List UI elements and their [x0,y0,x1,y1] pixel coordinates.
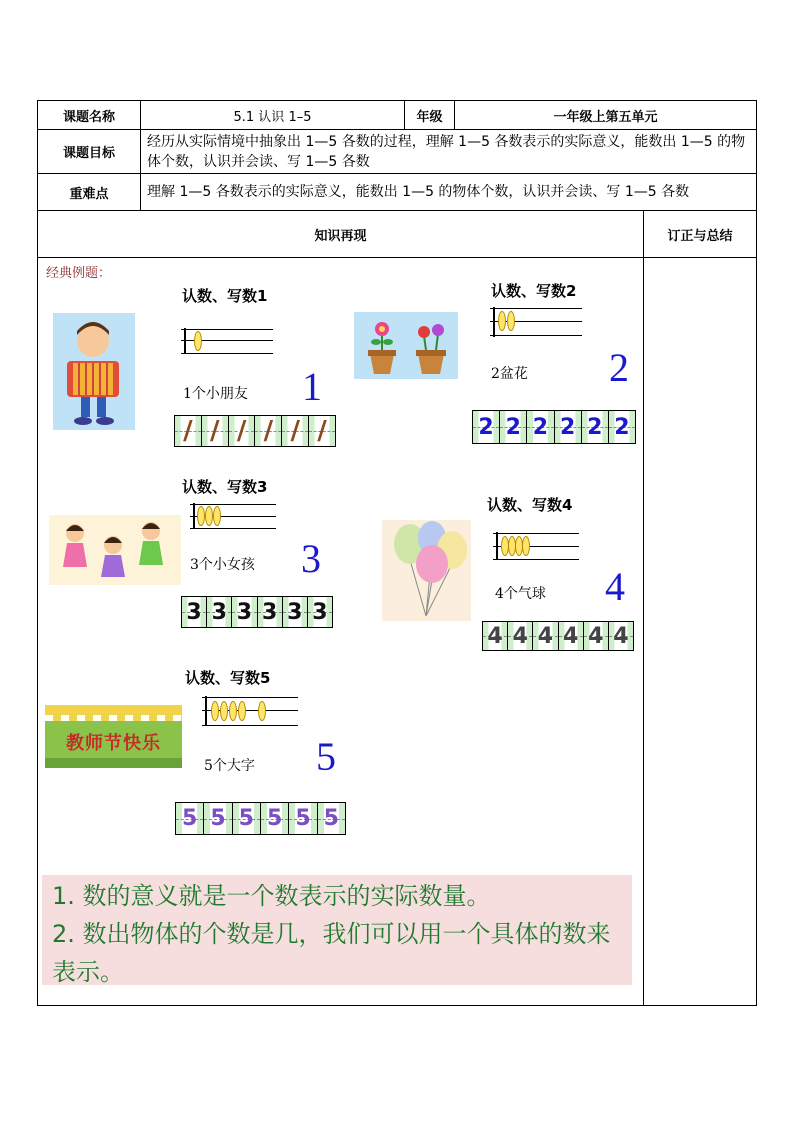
example-1-title: 认数、写数1 [182,287,268,305]
bead [211,701,219,721]
abacus-3 [190,503,276,529]
grid-cell-glyph: 3 [186,599,202,625]
flower-pots-picture [354,312,458,379]
grid-cell [608,411,635,443]
grid-cell [526,411,553,443]
grid-cell [554,411,581,443]
writing-grid-1 [174,415,336,447]
topic-value-cell [140,100,405,130]
grid-cell-glyph: 2 [559,414,576,440]
knowledge-title-cell [37,210,644,258]
bead [498,311,506,331]
grid-cell [558,622,583,650]
grid-cell-glyph: 2 [505,414,521,440]
grid-cell-glyph: 3 [211,599,227,625]
bead [229,701,237,721]
example-5-title: 认数、写数5 [185,669,271,687]
example-2-caption: 2盆花 [491,366,528,382]
grade-value: 一年级上第五单元 [553,109,658,125]
grade-value-cell [454,100,757,130]
grade-label-cell [404,100,455,130]
grid-cell [176,803,203,834]
goal-text-cell [140,129,757,174]
examples-label: 经典例题： [46,266,112,281]
grid-cell [499,411,526,443]
grid-cell-glyph: 5 [295,806,311,831]
grid-cell [281,416,308,446]
banner-text: 教师节快乐 [66,733,161,754]
writing-grid-3 [181,596,333,628]
grid-cell-glyph: 3 [312,599,328,625]
grid-cell-glyph: / [290,416,300,446]
grid-cell-glyph: 5 [266,806,283,831]
grid-cell [583,622,608,650]
grid-cell-glyph: 4 [613,623,629,649]
grid-cell-glyph: 5 [238,806,254,831]
grid-cell [288,803,316,834]
writing-grid-5 [175,802,346,835]
example-5-digit: 5 [316,734,336,779]
bead [507,311,515,331]
abacus-4 [493,532,579,560]
example-2-title: 认数、写数2 [491,282,577,300]
grid-cell [206,597,231,627]
example-3-caption: 3个小女孩 [190,557,255,573]
example-3-digit: 3 [301,536,321,581]
teachers-day-banner-picture [45,705,182,768]
grid-cell-glyph: 4 [588,623,604,649]
example-3-title: 认数、写数3 [182,478,268,496]
grid-cell [317,803,345,834]
bead [194,331,202,351]
bead [220,701,228,721]
grid-cell [581,411,608,443]
writing-grid-4 [482,621,634,651]
bead [197,506,205,526]
key-label-cell [37,173,141,211]
grid-cell [532,622,557,650]
grid-cell [257,597,282,627]
grid-cell-glyph: 4 [562,623,579,649]
grid-cell-glyph: 2 [532,414,549,440]
balloons-picture [382,520,471,621]
grid-cell-glyph: 2 [614,414,630,440]
grid-cell [308,416,335,446]
example-4-title: 认数、写数4 [487,496,573,514]
topic-label: 课题名称 [62,109,115,125]
grid-cell [201,416,228,446]
abacus-1 [181,328,273,354]
grid-cell-glyph: 3 [261,599,278,625]
grid-cell-glyph: 4 [537,623,554,649]
grid-cell [483,622,507,650]
grid-cell-glyph: 3 [287,599,303,625]
abacus-5 [202,696,298,726]
grid-cell-glyph: / [236,416,247,446]
grid-cell [282,597,307,627]
review-title-cell [643,210,757,258]
example-4-caption: 4个气球 [495,586,546,602]
grid-cell [232,803,260,834]
grid-cell-glyph: 5 [210,806,226,831]
grid-cell [260,803,288,834]
grid-cell-glyph: 2 [478,414,494,440]
goal-label: 课题目标 [62,146,115,161]
grid-cell [182,597,206,627]
grid-cell [473,411,499,443]
grid-cell-glyph: / [209,416,220,446]
goal-label-cell [37,129,141,174]
grid-cell-glyph: / [317,416,327,446]
grid-cell [307,597,332,627]
example-1-caption: 1个小朋友 [183,386,248,402]
key-label: 重难点 [69,186,109,202]
key-text-cell [140,173,757,211]
goal-text: 经历从实际情境中抽象出 1—5 各数的过程，理解 1—5 各数表示的实际意义，能数出 1—5 的物体个数，认识并会读、写 1—5 各数 [147,134,746,170]
example-4-digit: 4 [605,564,625,609]
grid-cell [231,597,256,627]
bead [238,701,246,721]
three-girls-picture [49,515,181,585]
grid-cell [175,416,201,446]
bead [258,701,266,721]
grid-cell [608,622,633,650]
grid-cell-glyph: / [183,416,193,446]
note-1: 1. 数的意义就是一个数表示的实际数量。 [52,882,491,910]
key-text: 理解 1—5 各数表示的实际意义，能数出 1—5 的物体个数，认识并会读、写 1—5 各数 [147,184,690,200]
abacus-2 [490,307,582,337]
knowledge-title: 知识再现 [314,228,367,244]
summary-notes-box [42,875,632,985]
example-5-caption: 5个大字 [204,758,255,774]
grid-cell-glyph: 4 [512,623,528,649]
example-1-digit: 1 [302,364,322,409]
bead [213,506,221,526]
review-content-cell [643,257,757,1006]
grid-cell [203,803,231,834]
grid-cell-glyph: / [263,416,274,446]
topic-label-cell [37,100,141,130]
bead [522,536,530,556]
grid-cell-glyph: 3 [236,599,253,625]
grid-cell-glyph: 4 [487,623,503,649]
writing-grid-2 [472,410,636,444]
grid-cell [507,622,532,650]
grid-cell [254,416,281,446]
grid-cell [228,416,255,446]
grid-cell-glyph: 5 [323,806,339,831]
bead [205,506,213,526]
grid-cell-glyph: 5 [182,806,198,831]
example-2-digit: 2 [609,345,629,390]
boy-accordion-picture [53,313,135,430]
note-2: 2. 数出物体的个数是几，我们可以用一个具体的数来表示。 [52,920,611,986]
review-title: 订正与总结 [667,228,733,244]
topic-value: 5.1 认识 1–5 [233,109,312,125]
grid-cell-glyph: 2 [587,414,603,440]
grade-label: 年级 [416,109,443,125]
